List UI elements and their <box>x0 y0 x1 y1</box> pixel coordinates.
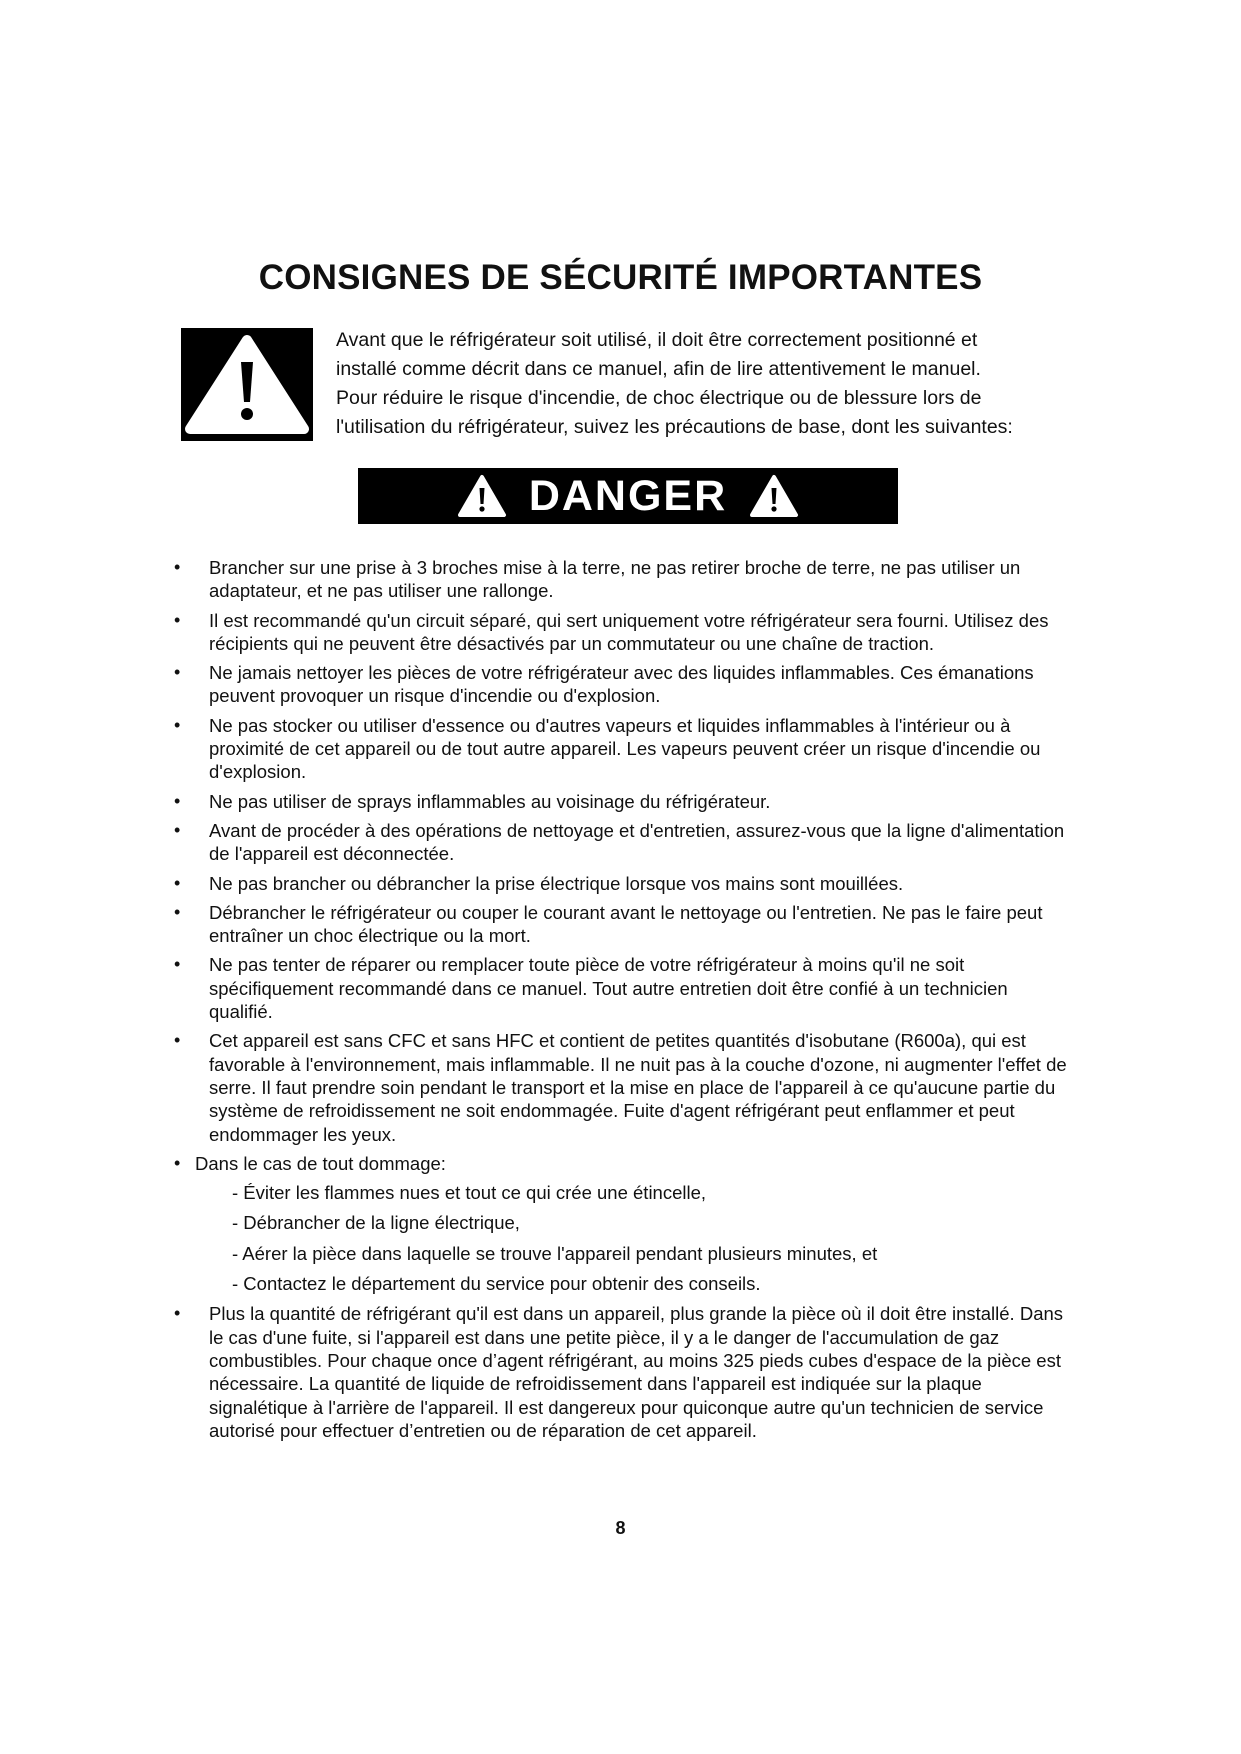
intro-line: Avant que le réfrigérateur soit utilisé, il doit être correctement positionné et <box>336 329 978 351</box>
danger-banner <box>358 468 898 524</box>
list-item: • Ne pas tenter de réparer ou remplacer toute pièce de votre réfrigérateur à moins qu'il ne soit spécifiquement recommandé dans ce manuel. Tout autre entretien doit être confié à un technicien qualifié. <box>172 953 1072 1023</box>
damage-intro: Dans le cas de tout dommage: <box>195 1152 446 1174</box>
damage-list-item <box>172 1152 1072 1295</box>
warning-icon <box>181 328 313 441</box>
list-item: • Plus la quantité de réfrigérant qu'il est dans un appareil, plus grande la pièce où il doit être installé. Dans le cas d'une fuite, si l'appareil est dans une petite pièce, il y a le danger de l'accumulation de gaz combustibles. Pour chaque once d’agent réfrigérant, au moins 325 pieds cubes d'espace de la pièce est nécessaire. La quantité de liquide de refroidissement dans l'appareil est indiquée sur la plaque signalétique à l'arrière de l'appareil. Il est dangereux pour quiconque autre qu'un technicien de service autorisé pour effectuer d’entretien ou de réparation de cet appareil. <box>172 1302 1072 1442</box>
list-item: • Ne jamais nettoyer les pièces de votre réfrigérateur avec des liquides inflammables. Ces émanations peuvent provoquer un risque d'incendie ou d'explosion. <box>172 661 1072 708</box>
damage-steps <box>195 1181 1072 1295</box>
list-item: • Ne pas utiliser de sprays inflammables au voisinage du réfrigérateur. <box>172 790 1072 813</box>
intro-paragraph <box>336 326 1096 442</box>
damage-step: - Débrancher de la ligne électrique, <box>232 1212 520 1234</box>
list-item: • Débrancher le réfrigérateur ou couper le courant avant le nettoyage ou l'entretien. Ne pas le faire peut entraîner un choc électrique ou la mort. <box>172 901 1072 948</box>
intro-line: installé comme décrit dans ce manuel, afin de lire attentivement le manuel. <box>336 358 981 380</box>
danger-label: DANGER <box>528 471 728 520</box>
list-item: • Cet appareil est sans CFC et sans HFC et contient de petites quantités d'isobutane (R600a), qui est favorable à l'environnement, mais inflammable. Il ne nuit pas à la couche d'ozone, ni augmenter l'effet de serre. Il faut prendre soin pendant le transport et la mise en place de l'appareil à ce qu'aucune partie du système de refroidissement ne soit endommagée. Fuite d'agent réfrigérant peut enflammer et peut endommager les yeux. <box>172 1029 1072 1145</box>
page-number: 8 <box>615 1518 626 1538</box>
damage-step: - Éviter les flammes nues et tout ce qui crée une étincelle, <box>232 1182 707 1204</box>
list-item: • Brancher sur une prise à 3 broches mise à la terre, ne pas retirer broche de terre, ne pas utiliser un adaptateur, et ne pas utiliser une rallonge. <box>172 556 1072 603</box>
list-item: • Ne pas stocker ou utiliser d'essence ou d'autres vapeurs et liquides inflammables à l'intérieur ou à proximité de cet appareil ou de tout autre appareil. Les vapeurs peuvent créer un risque d'incendie ou d'explosion. <box>172 714 1072 784</box>
damage-step: - Aérer la pièce dans laquelle se trouve l'appareil pendant plusieurs minutes, et <box>232 1242 878 1264</box>
list-item: • Il est recommandé qu'un circuit séparé, qui sert uniquement votre réfrigérateur sera fourni. Utilisez des récipients qui ne peuvent être désactivés par un commutateur ou une chaîne de traction. <box>172 609 1072 656</box>
list-item: • Avant de procéder à des opérations de nettoyage et d'entretien, assurez-vous que la ligne d'alimentation de l'appareil est déconnectée. <box>172 819 1072 866</box>
intro-line: Pour réduire le risque d'incendie, de choc électrique ou de blessure lors de <box>336 387 982 409</box>
safety-list <box>172 556 1072 1448</box>
damage-step: - Contactez le département du service pour obtenir des conseils. <box>232 1273 761 1295</box>
intro-line: l'utilisation du réfrigérateur, suivez les précautions de base, dont les suivantes: <box>336 416 1013 438</box>
page-title: CONSIGNES DE SÉCURITÉ IMPORTANTES <box>258 258 983 297</box>
warning-triangle-icon <box>457 474 507 518</box>
warning-triangle-icon <box>749 474 799 518</box>
list-item: • Ne pas brancher ou débrancher la prise électrique lorsque vos mains sont mouillées. <box>172 872 1072 895</box>
